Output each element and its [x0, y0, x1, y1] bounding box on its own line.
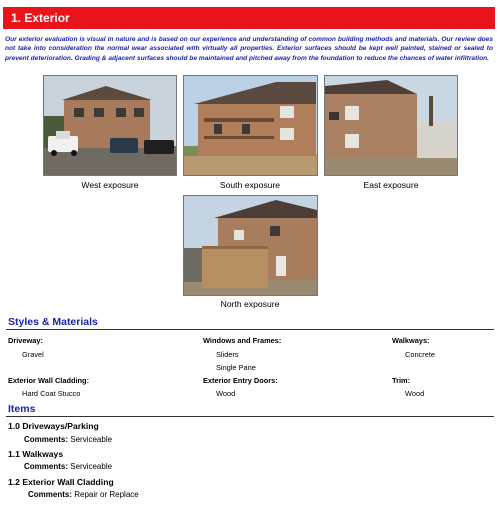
driveway-value: Gravel [22, 350, 44, 359]
photo-south-exposure[interactable] [183, 75, 318, 176]
item-driveways-title: 1.0 Driveways/Parking [8, 421, 99, 431]
styles-divider [6, 329, 494, 330]
styles-materials-title: Styles & Materials [8, 316, 98, 328]
comment-label: Comments: [24, 435, 69, 444]
cladding-label: Exterior Wall Cladding: [8, 376, 90, 385]
house-photo-south [184, 76, 317, 175]
cladding-value: Hard Coat Stucco [22, 389, 81, 398]
comment-label: Comments: [28, 490, 73, 499]
house-photo-east [325, 76, 457, 175]
caption-west: West exposure [81, 180, 139, 190]
windows-value-1: Sliders [216, 350, 239, 359]
item-cladding-comment [28, 490, 139, 499]
intro-text: Our exterior evaluation is visual in nature and is based on our experience and understanding of common building methods and materials. Our review does not take into consideration the normal wear associated with virtually all properties. Exterior surfaces should be kept well painted, stained or sealed to prevent deterioration. Grading & adjacent surfaces should be maintained and pitched away from the foundation to reduce the chances of water infiltration. [5, 36, 493, 62]
caption-east: East exposure [363, 180, 419, 190]
comment-value: Repair or Replace [74, 490, 139, 499]
entry-doors-label: Exterior Entry Doors: [203, 376, 278, 385]
trim-label: Trim: [392, 376, 411, 385]
item-walkways-comment [24, 462, 112, 471]
section-header [3, 7, 495, 29]
section-title: 1. Exterior [11, 11, 70, 25]
items-divider [6, 416, 494, 417]
windows-value-2: Single Pane [216, 363, 256, 372]
caption-north: North exposure [220, 299, 280, 309]
photo-north-exposure[interactable] [183, 195, 318, 296]
house-photo-north [184, 196, 317, 295]
item-cladding-title: 1.2 Exterior Wall Cladding [8, 477, 114, 487]
walkways-label: Walkways: [392, 336, 430, 345]
item-walkways-title: 1.1 Walkways [8, 449, 64, 459]
photo-west-exposure[interactable] [43, 75, 177, 176]
walkways-value: Concrete [405, 350, 435, 359]
comment-value: Serviceable [70, 462, 113, 471]
photo-east-exposure[interactable] [324, 75, 458, 176]
caption-south: South exposure [219, 180, 281, 190]
house-photo-west [44, 76, 176, 175]
comment-label: Comments: [24, 462, 69, 471]
items-title: Items [8, 403, 36, 415]
item-driveways-comment [24, 435, 112, 444]
entry-doors-value: Wood [216, 389, 236, 398]
driveway-label: Driveway: [8, 336, 43, 345]
comment-value: Serviceable [70, 435, 113, 444]
windows-label: Windows and Frames: [203, 336, 282, 345]
trim-value: Wood [405, 389, 425, 398]
